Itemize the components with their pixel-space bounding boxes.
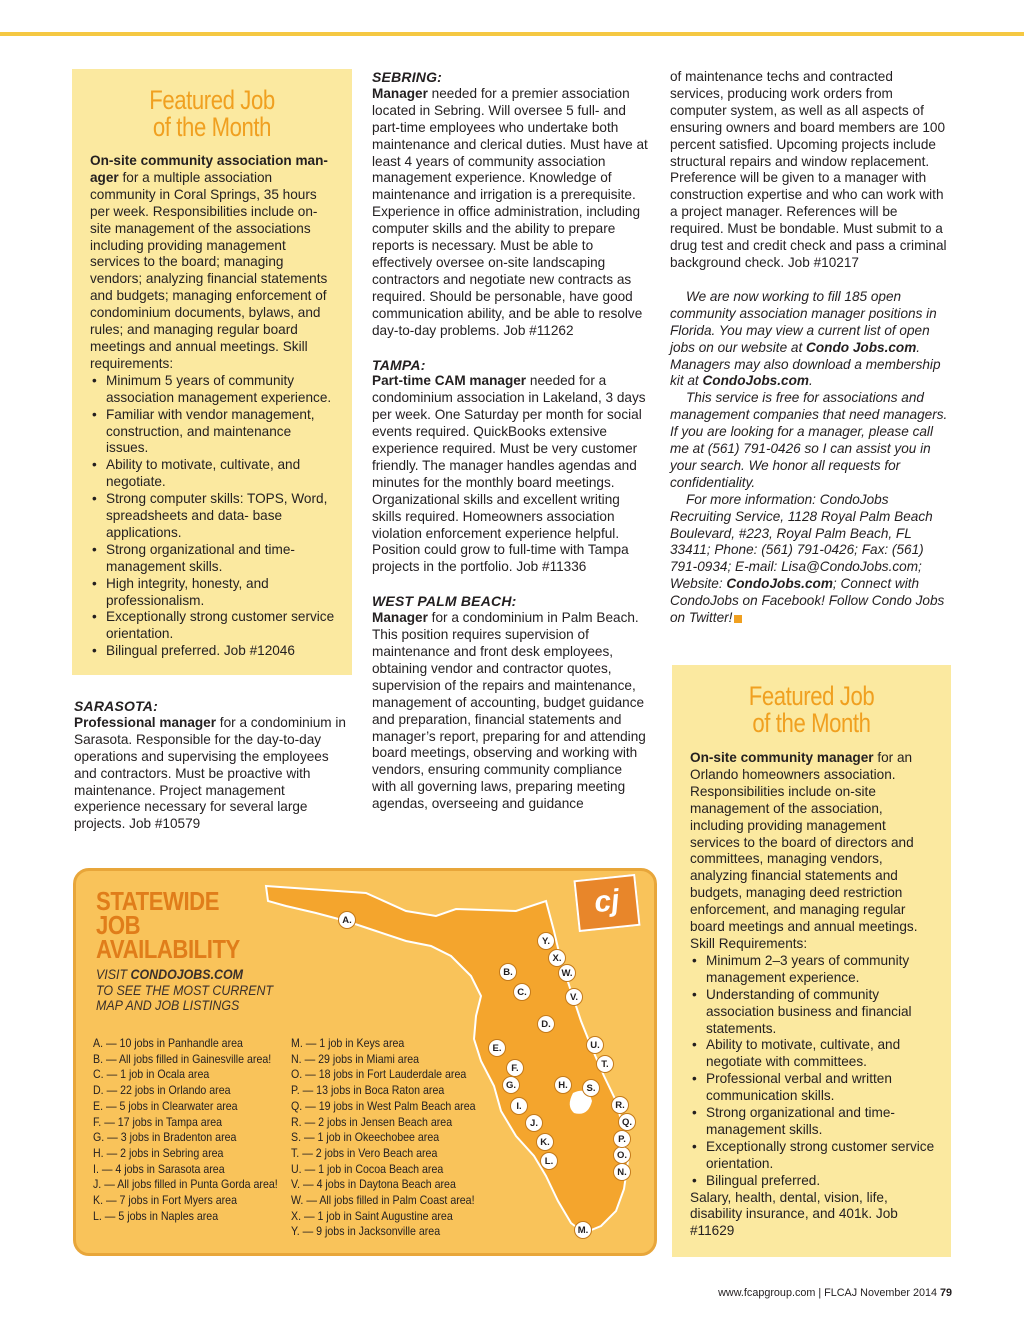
list-item: • Ability to motivate, cultivate, and negotiate. [90,457,336,491]
top-accent-bar [0,0,1024,36]
legend-item: D. — 22 jobs in Orlando area [93,1083,231,1098]
legend-item: Y. — 9 jobs in Jacksonville area [291,1224,441,1239]
map-marker-v[interactable]: V. [565,988,583,1006]
legend-item: W. — All jobs filled in Palm Coast area! [291,1193,475,1208]
list-item: • High integrity, honesty, and professionalism. [90,576,336,610]
legend-item: H. — 2 jobs in Sebring area [93,1145,224,1160]
city-heading: TAMPA: [372,356,426,373]
map-marker-j[interactable]: J. [525,1114,543,1132]
skill-list [690,953,936,1190]
legend-item: X. — 1 job in Saint Augustine area [291,1208,453,1223]
featured-box-title: Featured Job of the Month [149,85,275,142]
list-item: • Bilingual preferred. [690,1173,936,1190]
legend-item: S. — 1 job in Okeechobee area [291,1130,440,1145]
featured-job-body: On-site community manager for an Orlando homeowners association. Responsibilities include on-site management of the association, including providing management services to the board of directors and committees, managing vendors, analyzing financial statements and budgets, managing deed restriction enforcement, and managing regular board meetings and annual meetings. Skill Requirements: • Minimum 2–3 years of community management experience. • Understanding of community association business and financial statements. • Ability to motivate, cultivate, and negotiate with committees. • Professional verbal and written communication skills. • Strong organizational and time- management skills. • Exceptionally strong customer service orientation. • Bilingual preferred. Salary, health, dental, vision, life, disability insurance, and 401k. Job #11629 [690,750,936,1240]
city-heading: WEST PALM BEACH: [372,593,517,610]
map-marker-p[interactable]: P. [613,1130,631,1148]
map-marker-h[interactable]: H. [554,1076,572,1094]
list-item: • Strong organizational and time- management skills. [690,1105,936,1139]
end-mark-icon [734,615,742,623]
map-marker-g[interactable]: G. [502,1076,520,1094]
list-item: • Bilingual preferred. Job #12046 [90,643,336,660]
legend-item: T. — 2 jobs in Vero Beach area [291,1145,438,1160]
legend-item: V. — 4 jobs in Daytona Beach area [291,1177,456,1192]
legend-item: C. — 1 job in Ocala area [93,1067,210,1082]
map-marker-k[interactable]: K. [536,1133,554,1151]
legend-item: B. — All jobs filled in Gainesville area! [93,1051,272,1066]
map-marker-a[interactable]: A. [338,911,356,929]
map-marker-q[interactable]: Q. [618,1113,636,1131]
featured-lead-title: On-site community manager [690,750,874,765]
map-marker-b[interactable]: B. [499,963,517,981]
map-marker-i[interactable]: I. [510,1097,528,1115]
legend-item: P. — 13 jobs in Boca Raton area [291,1083,445,1098]
list-item: • Exceptionally strong customer service orientation. [90,609,336,643]
cj-logo: cj [573,874,640,932]
legend-item: G. — 3 jobs in Bradenton area [93,1130,237,1145]
list-item: • Exceptionally strong customer service orientation. [690,1139,936,1173]
map-marker-l[interactable]: L. [540,1152,558,1170]
list-item: • Minimum 2–3 years of community management experience. [690,953,936,987]
page-number: 79 [939,1287,952,1299]
legend-item: I. — 4 jobs in Sarasota area [93,1161,225,1176]
legend-item: O. — 18 jobs in Fort Lauderdale area [291,1067,467,1082]
list-item: • Strong computer skills: TOPS, Word, spreadsheets and data- base applications. [90,491,336,542]
city-heading: SEBRING: [372,69,443,85]
right-column [670,69,948,627]
city-heading: SARASOTA: [74,698,158,714]
map-marker-m[interactable]: M. [574,1221,592,1239]
map-marker-r[interactable]: R. [611,1096,629,1114]
job-listing-sarasota: SARASOTA: Professional manager for a condominium in Sarasota. Responsible for the day-to-day operations and supervising the employees and contractors. Must be proactive with maintenance. Project management experience necessary for several large projects. Job #10579 [74,698,349,833]
map-marker-f[interactable]: F. [506,1059,524,1077]
list-item: • Professional verbal and written communication skills. [690,1071,936,1105]
legend-item: L. — 5 jobs in Naples area [93,1208,219,1223]
legend-item: U. — 1 job in Cocoa Beach area [291,1161,444,1176]
featured-job-box-2 [672,665,951,1257]
job-listing-sebring: Manager needed for a premier association located in Sebring. Will oversee 5 full- and part-time employees who undertake both maintenance and clerical duties. Must have at least 4 years of community association management experience. Knowledge of maintenance and irrigation is a prerequisite. Experience in office administration, including computer skills and the ability to prepare reports is necessary. Must be able to effectively oversee on-site landscaping contractors and negotiate new contracts as required. Should be personable, have good communication ability, and be able to resolve day-to-day problems. Job #11262 [372,85,648,338]
map-marker-d[interactable]: D. [537,1015,555,1033]
featured-box-title: Featured Job of the Month [748,681,875,738]
map-marker-t[interactable]: T. [596,1055,614,1073]
recruiting-notice: We are now working to fill 185 open community association manager positions in Florida. You may view a current list of open jobs on our website at Condo Jobs.com. Managers may also download a membership kit at CondoJobs.com. This service is free for associations and management companies that need managers. If you are looking for a manager, please call me at (561) 791-0426 so I can assist you in your search. We honor all requests for confidentiality. For more information: CondoJobs Recruiting Service, 1128 Royal Palm Beach Boulevard, #223, Royal Palm Beach, FL 33411; Phone: (561) 791-0426; Fax: (561) 791-0934; E-mail: Lisa@CondoJobs.com; Website: CondoJobs.com; Connect with CondoJobs on Facebook! Follow Condo Jobs on Twitter! [670,288,948,626]
featured-job-box-1 [72,69,352,675]
map-marker-s[interactable]: S. [582,1079,600,1097]
page-footer: www.fcapgroup.com | FLCAJ November 2014 79 [718,1287,952,1299]
list-item: • Understanding of community association business and financial statements. [690,987,936,1038]
legend-item: R. — 2 jobs in Jensen Beach area [291,1114,453,1129]
job-listing-west-palm-beach: Manager for a condominium in Palm Beach. This position requires supervision of maintenance and front desk employees, obtaining vendor and contractor quotes, supervision of the repairs and maintenance, management of accounting, budget guidance and preparation, financial statements and manager’s report, preparing for and attending board meetings, observing and working with vendors, ensuring community compliance with all governing laws, preparing meeting agendas, overseeing and guidance [372,610,646,812]
statewide-job-map [73,868,657,1256]
list-item: • Minimum 5 years of community association management experience. [90,373,336,407]
legend-item: M. — 1 job in Keys area [291,1036,405,1050]
map-marker-u[interactable]: U. [586,1036,604,1054]
map-marker-n[interactable]: N. [613,1163,631,1181]
list-item: • Ability to motivate, cultivate, and negotiate with committees. [690,1037,936,1071]
condojobs-link[interactable]: CondoJobs.com [726,576,833,592]
condojobs-link[interactable]: CondoJobs.com [702,373,809,389]
map-marker-o[interactable]: O. [613,1146,631,1164]
legend-item: N. — 29 jobs in Miami area [291,1051,420,1066]
legend-item: J. — All jobs filled in Punta Gorda area! [93,1177,278,1192]
map-marker-e[interactable]: E. [488,1039,506,1057]
map-subtitle: VISIT CONDOJOBS.COM TO SEE THE MOST CURRENT MAP AND JOB LISTINGS [96,967,274,1013]
list-item: • Strong organizational and time- management skills. [90,542,336,576]
map-marker-c[interactable]: C. [513,983,531,1001]
footer-site[interactable]: www.fcapgroup.com [718,1287,816,1299]
legend-item: F. — 17 jobs in Tampa area [93,1114,223,1129]
skill-list [90,373,336,660]
legend-item: K. — 7 jobs in Fort Myers area [93,1193,237,1208]
list-item: • Familiar with vendor management, construction, and maintenance issues. [90,407,336,458]
legend-left [93,1036,278,1224]
map-title: STATEWIDE JOB AVAILABILITY [96,886,240,964]
legend-item: Q. — 19 jobs in West Palm Beach area [291,1098,476,1113]
condojobs-link[interactable]: Condo Jobs.com [806,339,917,355]
middle-column [372,69,650,813]
featured-lead-title: On-site community association man- ager [90,153,328,185]
map-marker-w[interactable]: W. [558,964,576,982]
map-marker-y[interactable]: Y. [537,932,555,950]
map-marker-x[interactable]: X. [548,949,566,967]
legend-item: E. — 5 jobs in Clearwater area [93,1098,238,1113]
job-listing-tampa: Part-time CAM manager needed for a condominium association in Lakeland, 3 days per week. One Saturday per month for social events required. QuickBooks extensive experience required. Must be very customer friendly. The manager handles agendas and minutes for the monthly board meetings. Organizational skills and excellent writing skills required. Homeowners association violation enforcement experience helpful. Position could grow to full-time with Tampa projects in the portfolio. Job #11336 [372,373,646,575]
featured-job-body: On-site community association man- ager for a multiple association community in Coral Springs, 35 hours per week. Responsibilities include on-site management of the associations including providing management services to the board; managing vendors; analyzing financial statements and budgets; managing enforcement of condominium documents, bylaws, and rules; and managing regular board meetings and annual meetings. Skill requirements: • Minimum 5 years of community association management experience. • Familiar with vendor management, construction, and maintenance issues. • Ability to motivate, cultivate, and negotiate. • Strong computer skills: TOPS, Word, spreadsheets and data- base applications. • Strong organizational and time- management skills. • High integrity, honesty, and professionalism. • Exceptionally strong customer service orientation. • Bilingual preferred. Job #12046 [90,153,336,660]
condojobs-link[interactable]: CONDOJOBS.COM [130,967,243,982]
job-listing-continued: of maintenance techs and contracted services, producing work orders from computer system, as well as all aspects of ensuring owners and board members are 100 percent satisfied. Upcoming projects include structural repairs and window replacement. Preference will be given to a manager with construction expertise and who can work with a project manager. References will be required. Must be bondable. Must submit to a drug test and credit check and pass a criminal background check. Job #10217 [670,69,947,270]
legend-item: A. — 10 jobs in Panhandle area [93,1036,243,1050]
legend-right [291,1036,476,1240]
